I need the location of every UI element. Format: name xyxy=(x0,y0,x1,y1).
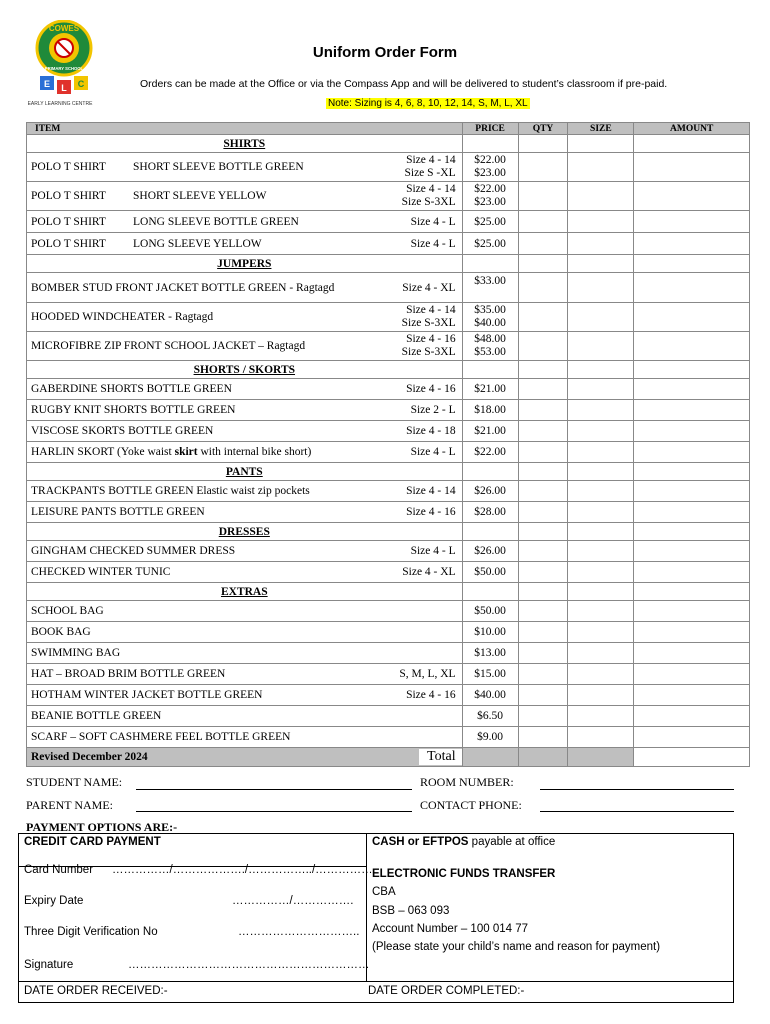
sizing-note: Note: Sizing is 4, 6, 8, 10, 12, 14, S, M, L, XL xyxy=(328,98,528,109)
size-cell[interactable] xyxy=(568,233,634,255)
item-size: Size 4 - 16 xyxy=(406,506,456,518)
item-price: $6.50 xyxy=(462,706,518,727)
cvv-field[interactable]: ………………………….. xyxy=(238,926,360,938)
table-row xyxy=(27,442,750,463)
payment-heading: PAYMENT OPTIONS ARE:- xyxy=(26,820,178,834)
section-pants: PANTS xyxy=(27,463,463,481)
payment-box xyxy=(18,833,734,1003)
item-price: $13.00 xyxy=(462,643,518,664)
size-cell[interactable] xyxy=(568,643,634,664)
amount-cell[interactable] xyxy=(634,233,750,255)
size-cell[interactable] xyxy=(568,379,634,400)
logo-block-e: E xyxy=(43,79,51,89)
table-row xyxy=(27,400,750,421)
date-received-label: DATE ORDER RECEIVED:- xyxy=(24,985,168,997)
item-name-part: with internal bike short) xyxy=(197,446,312,458)
item-price: $50.00 xyxy=(462,601,518,622)
expiry-label: Expiry Date xyxy=(24,895,84,907)
total-amount-cell[interactable] xyxy=(634,748,750,767)
qty-cell[interactable] xyxy=(518,421,568,442)
item-size: Size 4 - 16 xyxy=(406,333,456,345)
item-name-part: HARLIN SKORT (Yoke waist xyxy=(31,446,175,458)
item-size: Size 4 - L xyxy=(410,446,456,458)
amount-cell[interactable] xyxy=(634,481,750,502)
item-name: LEISURE PANTS BOTTLE GREEN xyxy=(31,506,205,518)
size-cell[interactable] xyxy=(568,622,634,643)
parent-name-label: PARENT NAME: xyxy=(26,798,114,812)
item-name: SCARF – SOFT CASHMERE FEEL BOTTLE GREEN xyxy=(31,731,291,743)
item-price: $40.00 xyxy=(474,317,506,329)
item-price: $23.00 xyxy=(474,167,506,179)
amount-cell[interactable] xyxy=(634,664,750,685)
table-row xyxy=(27,379,750,400)
section-dresses: DRESSES xyxy=(27,523,463,541)
amount-cell[interactable] xyxy=(634,685,750,706)
table-row xyxy=(27,622,750,643)
table-row xyxy=(27,664,750,685)
amount-cell[interactable] xyxy=(634,622,750,643)
section-shirts: SHIRTS xyxy=(27,135,463,153)
item-size: Size 4 - L xyxy=(410,237,456,250)
size-cell[interactable] xyxy=(568,664,634,685)
item-name: HOTHAM WINTER JACKET BOTTLE GREEN xyxy=(31,689,263,701)
item-name: GABERDINE SHORTS BOTTLE GREEN xyxy=(31,383,232,395)
logo-text-top: COWES xyxy=(48,24,80,33)
amount-cell[interactable] xyxy=(634,332,750,361)
table-row xyxy=(27,685,750,706)
table-row xyxy=(27,481,750,502)
item-price: $22.00 xyxy=(462,442,518,463)
logo-block-c: C xyxy=(77,79,85,89)
cvv-label: Three Digit Verification No xyxy=(24,926,158,938)
amount-cell[interactable] xyxy=(634,153,750,182)
item-name: BOOK BAG xyxy=(31,626,91,638)
credit-card-heading: CREDIT CARD PAYMENT xyxy=(24,836,161,848)
item-name: LONG SLEEVE BOTTLE GREEN xyxy=(133,215,299,228)
item-price: $15.00 xyxy=(462,664,518,685)
qty-cell[interactable] xyxy=(518,664,568,685)
qty-cell[interactable] xyxy=(518,332,568,361)
qty-cell[interactable] xyxy=(518,303,568,332)
card-number-field[interactable]: ……………/………………./……………../…………… xyxy=(112,864,373,876)
eft-note: (Please state your child’s name and reason for payment) xyxy=(372,941,661,953)
size-cell[interactable] xyxy=(568,706,634,727)
item-size: Size 4 - XL xyxy=(402,281,456,294)
table-row xyxy=(27,502,750,523)
size-cell[interactable] xyxy=(568,502,634,523)
item-size: Size 4 - 16 xyxy=(406,383,456,395)
section-jumpers: JUMPERS xyxy=(27,255,463,273)
item-size: S, M, L, XL xyxy=(399,668,456,680)
table-row xyxy=(27,643,750,664)
item-price: $50.00 xyxy=(462,562,518,583)
room-number-field[interactable] xyxy=(540,789,734,790)
qty-cell[interactable] xyxy=(518,502,568,523)
qty-cell[interactable] xyxy=(518,727,568,748)
size-cell[interactable] xyxy=(568,182,634,211)
item-type: POLO T SHIRT xyxy=(31,190,106,202)
qty-cell[interactable] xyxy=(518,481,568,502)
item-name: SHORT SLEEVE BOTTLE GREEN xyxy=(133,161,304,173)
amount-cell[interactable] xyxy=(634,211,750,233)
size-cell[interactable] xyxy=(568,400,634,421)
item-price: $22.00 xyxy=(474,154,506,166)
card-number-label: Card Number xyxy=(24,864,94,876)
item-price: $48.00 xyxy=(474,333,506,345)
section-extras: EXTRAS xyxy=(27,583,463,601)
table-row xyxy=(27,153,750,182)
section-shorts: SHORTS / SKORTS xyxy=(27,361,463,379)
amount-cell[interactable] xyxy=(634,601,750,622)
qty-cell[interactable] xyxy=(518,233,568,255)
table-row xyxy=(27,211,750,233)
item-price: $26.00 xyxy=(462,541,518,562)
logo-block-l: L xyxy=(61,83,67,93)
qty-cell[interactable] xyxy=(518,601,568,622)
item-name: SHORT SLEEVE YELLOW xyxy=(133,190,267,202)
item-price: $9.00 xyxy=(462,727,518,748)
item-size xyxy=(456,626,458,638)
amount-cell[interactable] xyxy=(634,303,750,332)
size-cell[interactable] xyxy=(568,562,634,583)
eft-bsb: BSB – 063 093 xyxy=(372,905,450,917)
header-item: ITEM xyxy=(27,123,463,135)
table-row xyxy=(27,303,750,332)
student-name-label: STUDENT NAME: xyxy=(26,775,123,789)
item-price: $33.00 xyxy=(462,273,518,303)
table-row xyxy=(27,727,750,748)
item-size: Size 4 - XL xyxy=(402,566,456,578)
size-cell[interactable] xyxy=(568,211,634,233)
item-size: Size 4 - 14 xyxy=(406,485,456,497)
item-name: MICROFIBRE ZIP FRONT SCHOOL JACKET – Ragtagd xyxy=(31,340,306,352)
qty-cell[interactable] xyxy=(518,706,568,727)
item-price: $21.00 xyxy=(462,421,518,442)
amount-cell[interactable] xyxy=(634,541,750,562)
page-title: Uniform Order Form xyxy=(312,44,458,61)
amount-cell[interactable] xyxy=(634,379,750,400)
item-name: GINGHAM CHECKED SUMMER DRESS xyxy=(31,545,236,557)
table-row xyxy=(27,182,750,211)
parent-name-field[interactable] xyxy=(136,811,412,812)
logo-text-bottom: PRIMARY SCHOOL xyxy=(44,66,84,71)
size-cell[interactable] xyxy=(568,541,634,562)
amount-cell[interactable] xyxy=(634,442,750,463)
table-row xyxy=(27,273,750,303)
qty-cell[interactable] xyxy=(518,400,568,421)
item-type: POLO T SHIRT xyxy=(31,237,106,250)
qty-cell[interactable] xyxy=(518,153,568,182)
item-name: HAT – BROAD BRIM BOTTLE GREEN xyxy=(31,668,226,680)
logo-caption: EARLY LEARNING CENTRE xyxy=(27,101,93,107)
item-type: POLO T SHIRT xyxy=(31,215,106,228)
item-size: Size 4 - 14 xyxy=(406,304,456,316)
amount-cell[interactable] xyxy=(634,421,750,442)
item-price: $28.00 xyxy=(462,502,518,523)
item-price: $35.00 xyxy=(474,304,506,316)
item-size: Size 4 - 14 xyxy=(406,183,456,195)
size-cell[interactable] xyxy=(568,727,634,748)
item-name: VISCOSE SKORTS BOTTLE GREEN xyxy=(31,425,214,437)
amount-cell[interactable] xyxy=(634,643,750,664)
item-price: $53.00 xyxy=(474,346,506,358)
eft-account: Account Number – 100 014 77 xyxy=(372,923,528,935)
size-cell[interactable] xyxy=(568,332,634,361)
table-row xyxy=(27,601,750,622)
size-cell[interactable] xyxy=(568,421,634,442)
item-size: Size S-3XL xyxy=(401,346,456,358)
qty-cell[interactable] xyxy=(518,622,568,643)
cash-eftpos-bold: CASH or EFTPOS xyxy=(372,836,469,848)
signature-field[interactable]: ……………………………………………………… xyxy=(128,959,370,971)
date-completed-label: DATE ORDER COMPLETED:- xyxy=(368,985,525,997)
header-size: SIZE xyxy=(568,123,634,135)
page-subtitle: Orders can be made at the Office or via the Compass App and will be delivered to student’s classroom if pre-paid. xyxy=(140,78,668,90)
item-name: HOODED WINDCHEATER - Ragtagd xyxy=(31,311,214,323)
item-size: Size 4 - 18 xyxy=(406,425,456,437)
revised-date: Revised December 2024 xyxy=(31,751,148,763)
item-price: $40.00 xyxy=(462,685,518,706)
amount-cell[interactable] xyxy=(634,273,750,303)
item-price: $21.00 xyxy=(462,379,518,400)
item-size: Size 4 - 14 xyxy=(406,154,456,166)
item-name: BOMBER STUD FRONT JACKET BOTTLE GREEN - Ragtagd xyxy=(31,281,335,294)
contact-phone-field[interactable] xyxy=(540,811,734,812)
qty-cell[interactable] xyxy=(518,685,568,706)
item-name-bold: skirt xyxy=(174,446,198,458)
qty-cell[interactable] xyxy=(518,379,568,400)
size-cell[interactable] xyxy=(568,303,634,332)
item-size xyxy=(456,605,458,617)
header-price: PRICE xyxy=(462,123,518,135)
table-row xyxy=(27,541,750,562)
contact-phone-label: CONTACT PHONE: xyxy=(420,798,522,812)
total-label: Total xyxy=(419,749,462,765)
amount-cell[interactable] xyxy=(634,706,750,727)
item-name: CHECKED WINTER TUNIC xyxy=(31,566,171,578)
cash-eftpos-rest: payable at office xyxy=(468,836,556,848)
qty-cell[interactable] xyxy=(518,562,568,583)
item-size xyxy=(456,710,458,722)
item-price: $23.00 xyxy=(474,196,506,208)
item-size: Size S-3XL xyxy=(401,317,456,329)
item-price: $18.00 xyxy=(462,400,518,421)
size-cell[interactable] xyxy=(568,601,634,622)
item-type: POLO T SHIRT xyxy=(31,161,106,173)
amount-cell[interactable] xyxy=(634,727,750,748)
room-number-label: ROOM NUMBER: xyxy=(420,775,514,789)
signature-label: Signature xyxy=(24,959,74,971)
item-name: LONG SLEEVE YELLOW xyxy=(133,237,262,250)
item-price: $10.00 xyxy=(462,622,518,643)
qty-cell[interactable] xyxy=(518,273,568,303)
item-size: Size S -XL xyxy=(404,167,456,179)
item-size: Size S-3XL xyxy=(401,196,456,208)
size-cell[interactable] xyxy=(568,153,634,182)
table-row xyxy=(27,332,750,361)
item-name: RUGBY KNIT SHORTS BOTTLE GREEN xyxy=(31,404,236,416)
item-price: $25.00 xyxy=(462,233,518,255)
expiry-field[interactable]: ……………/……………. xyxy=(232,895,354,907)
cash-eftpos-text xyxy=(372,836,555,848)
item-price: $22.00 xyxy=(474,183,506,195)
table-header-row xyxy=(27,123,750,135)
header-amount: AMOUNT xyxy=(634,123,750,135)
item-price: $26.00 xyxy=(462,481,518,502)
amount-cell[interactable] xyxy=(634,400,750,421)
qty-cell[interactable] xyxy=(518,182,568,211)
item-price: $25.00 xyxy=(462,211,518,233)
eft-heading: ELECTRONIC FUNDS TRANSFER xyxy=(372,868,556,880)
table-row xyxy=(27,706,750,727)
item-name: TRACKPANTS BOTTLE GREEN Elastic waist zip pockets xyxy=(31,485,310,497)
student-name-field[interactable] xyxy=(136,789,412,790)
item-name: SWIMMING BAG xyxy=(31,647,121,659)
qty-cell[interactable] xyxy=(518,442,568,463)
item-size xyxy=(456,731,458,743)
table-row xyxy=(27,421,750,442)
amount-cell[interactable] xyxy=(634,562,750,583)
item-size: Size 4 - L xyxy=(410,545,456,557)
qty-cell[interactable] xyxy=(518,211,568,233)
header-qty: QTY xyxy=(518,123,568,135)
eft-bank: CBA xyxy=(372,886,396,898)
table-row xyxy=(27,562,750,583)
qty-cell[interactable] xyxy=(518,643,568,664)
item-name: SCHOOL BAG xyxy=(31,605,104,617)
size-cell[interactable] xyxy=(568,442,634,463)
item-name xyxy=(31,446,411,458)
item-name: BEANIE BOTTLE GREEN xyxy=(31,710,162,722)
item-size xyxy=(456,647,458,659)
item-size: Size 4 - L xyxy=(410,215,456,228)
amount-cell[interactable] xyxy=(634,502,750,523)
size-cell[interactable] xyxy=(568,481,634,502)
amount-cell[interactable] xyxy=(634,182,750,211)
order-table xyxy=(26,122,750,767)
item-size: Size 4 - 16 xyxy=(406,689,456,701)
school-logo xyxy=(24,20,104,120)
qty-cell[interactable] xyxy=(518,541,568,562)
size-cell[interactable] xyxy=(568,273,634,303)
table-row xyxy=(27,233,750,255)
total-row xyxy=(27,748,750,767)
item-size: Size 2 - L xyxy=(410,404,456,416)
size-cell[interactable] xyxy=(568,685,634,706)
